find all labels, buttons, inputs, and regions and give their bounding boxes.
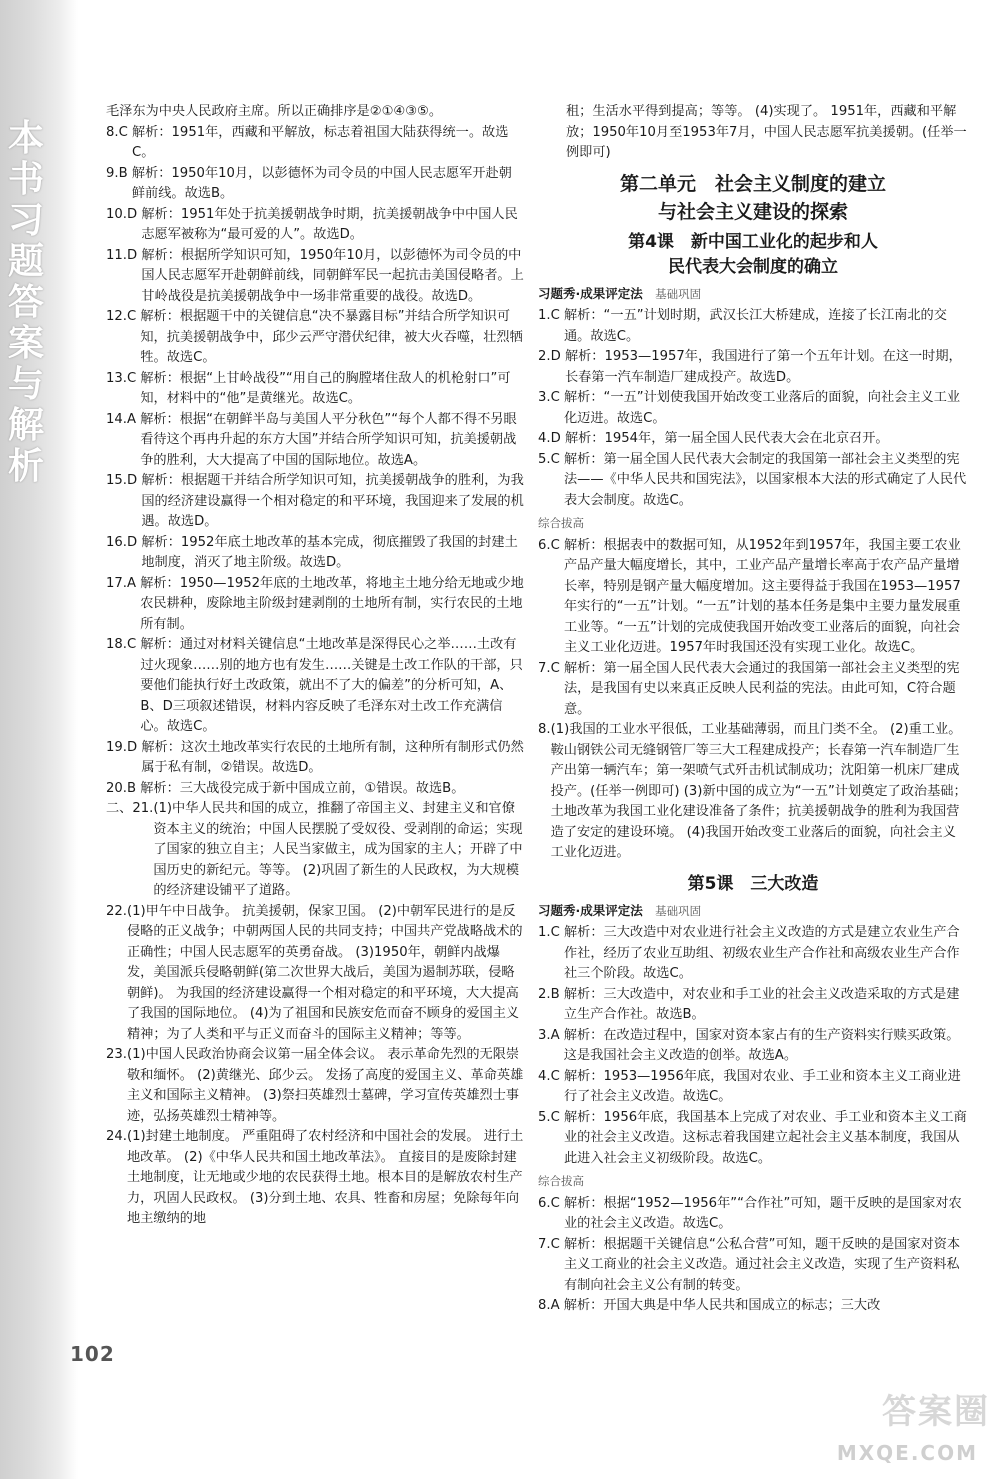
answer-item [538, 536, 968, 659]
answer-item [106, 902, 524, 1046]
answer-number: 2.B [538, 986, 564, 1002]
answer-text: 解析：根据题干中的关键信息“决不暴露目标”并结合所学知识可知，抗美援朝战争中，邱少云严守潜伏纪律，被大火吞噬，壮烈牺牲。故选C。 [140, 309, 523, 365]
answer-item [106, 102, 524, 123]
answer-item [538, 923, 968, 985]
answer-item [106, 574, 524, 636]
answer-text: 解析：这次土地改革实行农民的土地所有制，这种所有制形式仍然属于私有制，②错误。故选D。 [141, 739, 524, 775]
answer-text: 解析：在改造过程中，国家对资本家占有的生产资料实行赎买政策。这是我国社会主义改造的创举。故选A。 [563, 1027, 960, 1063]
lesson4-basic-list [538, 306, 968, 511]
answer-text: 解析：根据题干并结合所学知识可知，抗美援朝战争的胜利，为我国的经济建设赢得一个相对稳定的和平环境，我国迎来了发展的机遇。故选D。 [141, 473, 524, 529]
answer-item [538, 1296, 968, 1317]
answer-item [106, 410, 524, 472]
section-comprehensive-tag-2: 综合拔高 [538, 1174, 584, 1188]
answer-item [106, 471, 524, 533]
watermark-url: MXQE.COM [836, 1441, 978, 1465]
answer-number: 1.C [538, 925, 564, 940]
answer-number: 6.C [538, 1195, 564, 1211]
answer-text: (1)中国人民政治协商会议第一届全体会议。 表示革命先烈的无限崇敬和缅怀。 (2)黄继光、邱少云。 发扬了高度的爱国主义、革命英雄主义和国际主义精神。 (3)祭扫英雄烈士墓碑，学习宣传英雄烈士事迹，弘扬英雄烈士精神等。 [126, 1047, 524, 1124]
answer-text: 解析：1953—1957年，我国进行了第一个五年计划。在这一时期，长春第一汽车制造厂建成投产。故选D。 [564, 349, 962, 385]
answer-text: 解析：1950年10月，以彭德怀为司令员的中国人民志愿军开赴朝鲜前线。故选B。 [131, 165, 512, 201]
answer-number: 2.D [538, 349, 565, 364]
answer-number: 1.C [538, 308, 564, 323]
answer-item [106, 738, 524, 779]
answer-item [538, 450, 968, 512]
section-comprehensive-tag: 综合拔高 [538, 516, 584, 530]
lesson4-comp-list [538, 536, 968, 864]
answer-number: 二、21. [106, 801, 154, 816]
answer-text: 解析：根据“上甘岭战役”“用自己的胸膛堵住敌人的机枪射口”可知，材料中的“他”是黄继光。故选C。 [140, 370, 511, 406]
unit-title-line2: 与社会主义建设的探索 [657, 200, 848, 223]
lesson5-basic-list [538, 923, 968, 1169]
answer-text: 解析：1951年处于抗美援朝战争时期，抗美援朝战争中中国人民志愿军被称为“最可爱的人”。故选D。 [141, 206, 518, 242]
answer-item [538, 1067, 968, 1108]
answer-text: 解析：1954年，第一届全国人民代表大会在北京召开。 [564, 431, 889, 446]
answer-item [538, 1194, 968, 1235]
answer-text: 解析：根据表中的数据可知，从1952年到1957年，我国主要工农业产品产量大幅度增长，其中，工业产品产量增长率高于农产品产量增长率，特别是钢产量大幅度增加。这主要得益于我国在1953—1957年实行的“一五”计划。“一五”计划的基本任务是集中主要力量发展重工业等。“一五”计划的完成使我国开始改变工业落后的面貌，向社会主义工业化迈进。1957年时我国还没有实现工业化。故选C。 [563, 537, 961, 655]
answer-text: 解析：开国大典是中华人民共和国成立的标志；三大改 [563, 1298, 881, 1313]
section-label: 习题秀·成果评定法 [538, 285, 643, 301]
answer-number: 22. [106, 903, 127, 919]
answer-text: 毛泽东为中央人民政府主席。所以正确排序是②①④③⑤。 [106, 104, 443, 119]
lesson4-title-line2: 民代表大会制度的确立 [668, 256, 838, 277]
left-column [106, 102, 524, 1230]
answer-item [106, 369, 524, 410]
answer-text: 解析：“一五”计划时期，武汉长江大桥建成，连接了长江南北的交通。故选C。 [563, 308, 947, 344]
answer-text: 解析：三大战役完成于新中国成立前，①错误。故选B。 [140, 780, 465, 796]
answer-item [106, 307, 524, 369]
section-basic-tag: 基础巩固 [655, 286, 702, 301]
answer-number: 16.D [106, 534, 142, 550]
answer-item [538, 388, 968, 429]
answer-number: 3.A [538, 1027, 564, 1043]
answer-number: 20.B [106, 780, 141, 796]
answer-number: 6.C [538, 537, 564, 553]
answer-text: (1)封建土地制度。 严重阻碍了农村经济和中国社会的发展。 进行土地改革。 (2)《中华人民共和国土地改革法》。 直接目的是废除封建土地制度，让无地或少地的农民获得土地。根本目的是解放农村生产力，巩固人民政权。 (3)分到土地、农具、牲畜和房屋；免除每年向地主缴纳的地 [126, 1129, 524, 1226]
answer-number: 11.D [106, 247, 142, 263]
answer-number: 5.C [538, 451, 564, 467]
answer-item [106, 1127, 524, 1230]
section-label-2: 习题秀·成果评定法 [538, 902, 643, 918]
answer-item [538, 1108, 968, 1170]
answer-number: 10.D [106, 206, 142, 222]
answer-number: 4.C [538, 1068, 564, 1084]
answer-text: 解析：三大改造中，对农业和手工业的社会主义改造采取的方式是建立生产合作社。故选B。 [563, 986, 960, 1022]
answer-item [106, 205, 524, 246]
answer-text: 解析：1952年底土地改革的基本完成，彻底摧毁了我国的封建土地制度，消灭了地主阶级。故选D。 [141, 534, 518, 570]
answer-text: 解析：第一届全国人民代表大会制定的我国第一部社会主义类型的宪法——《中华人民共和国宪法》，以国家根本大法的形式确定了人民代表大会制度。故选C。 [563, 451, 967, 508]
watermark-logo: 答案圈 [882, 1392, 990, 1432]
answer-item [106, 635, 524, 738]
answer-item [538, 659, 968, 721]
answer-number: 19.D [106, 739, 142, 755]
answer-text: 解析：“一五”计划使我国开始改变工业落后的面貌，向社会主义工业化迈进。故选C。 [563, 390, 961, 426]
answer-number: 24. [106, 1129, 127, 1144]
answer-text: 解析：第一届全国人民代表大会通过的我国第一部社会主义类型的宪法，是我国有史以来真正反映人民利益的宪法。由此可知，C符合题意。 [563, 660, 960, 717]
right-column [538, 102, 968, 1317]
section-basic-tag-2: 基础巩固 [655, 903, 702, 918]
answer-item [106, 123, 524, 164]
answer-item [538, 720, 968, 864]
answer-text: 解析：通过对材料关键信息“土地改革是深得民心之举……土改有过火现象……别的地方也有发生……关键是土改工作队的干部，只要他们能执行好土改政策，就出不了大的偏差”的分析可知，A、B、D三项叙述错误，材料内容反映了毛泽东对土改工作充满信心。故选C。 [140, 637, 523, 734]
unit-title-line1: 第二单元 社会主义制度的建立 [619, 172, 886, 195]
answer-item [106, 1045, 524, 1127]
lesson4-title [538, 230, 968, 280]
answer-number: 4.D [538, 431, 565, 446]
answer-number: 8.A [538, 1298, 564, 1313]
answer-number: 13.C [106, 370, 141, 386]
answer-text: 解析：1956年底，我国基本上完成了对农业、手工业和资本主义工商业的社会主义改造。这标志着我国建立起社会主义基本制度，我国从此进入社会主义初级阶段。故选C。 [563, 1109, 967, 1166]
answer-number: 23. [106, 1047, 127, 1062]
answer-text: 解析：根据“在朝鲜半岛与美国人平分秋色”“每个人都不得不另眼看待这个再冉升起的东方大国”并结合所学知识可知，抗美援朝战争的胜利，大大提高了中国的国际地位。故选A。 [140, 411, 517, 468]
side-tab [0, 0, 78, 1479]
lesson4-title-line1: 第4课 新中国工业化的起步和人 [628, 231, 878, 252]
page-number: 102 [70, 1342, 115, 1366]
section-header-2 [538, 901, 968, 922]
answer-item [538, 347, 968, 388]
answer-text: 解析：1953—1956年底，我国对农业、手工业和资本主义工商业进行了社会主义改造。故选C。 [563, 1068, 961, 1104]
unit-title [538, 170, 968, 226]
lesson5-comp-list [538, 1194, 968, 1317]
answer-item [538, 1235, 968, 1297]
answer-item [106, 533, 524, 574]
answer-number: 14.A [106, 411, 141, 427]
answer-number: 7.C [538, 1236, 564, 1252]
lesson5-title: 第5课 三大改造 [687, 873, 819, 894]
answer-item [538, 1026, 968, 1067]
intro-text: 租；生活水平得到提高；等等。 (4)实现了。 1951年，西藏和平解放；1950年10月至1953年7月，中国人民志愿军抗美援朝。(任举一例即可) [566, 104, 967, 160]
answer-item [538, 429, 968, 450]
answer-number: 17.A [106, 575, 141, 591]
answer-item [106, 799, 524, 902]
answer-text: 解析：1950—1952年底的土地改革，将地主土地分给无地或少地农民耕种，废除地主阶级封建剥削的土地所有制，实行农民的土地所有制。 [140, 575, 524, 632]
answer-item [106, 164, 524, 205]
answer-number: 8. [538, 722, 551, 737]
answer-number: 8.C [106, 124, 132, 140]
answer-item [106, 779, 524, 800]
answer-text: 解析：根据“1952—1956年”“合作社”可知，题干反映的是国家对农业的社会主义改造。故选C。 [563, 1195, 962, 1231]
answer-text: 解析：1951年，西藏和平解放，标志着祖国大陆获得统一。故选C。 [131, 124, 509, 160]
answer-number: 18.C [106, 637, 141, 652]
answer-text: (1)我国的工业水平很低，工业基础薄弱，而且门类不全。 (2)重工业。 鞍山钢铁公司无缝钢管厂等三大工程建成投产；长春第一汽车制造厂生产出第一辆汽车；第一架喷气式歼击机试制成功；沈阳第一机床厂建成投产。(任举一例即可) (3)新中国的成立为“一五”计划奠定了政治基础；土地改革为我国工业化建设准备了条件；抗美援朝战争的胜利为我国营造了安定的建设环境。 (4)我国开始改变工业落后的面貌，向社会主义工业化迈进。 [550, 722, 967, 860]
section-header [538, 284, 968, 305]
side-tab-title: 本书习题答案与解析 [7, 118, 44, 487]
answer-text: 解析：根据所学知识可知，1950年10月，以彭德怀为司令员的中国人民志愿军开赴朝鲜前线，同朝鲜军民一起抗击美国侵略者。上甘岭战役是抗美援朝战争中一场非常重要的战役。故选D。 [141, 247, 524, 304]
answer-number: 12.C [106, 309, 141, 324]
answer-number: 15.D [106, 473, 142, 488]
answer-number: 5.C [538, 1109, 564, 1125]
answer-number: 9.B [106, 165, 132, 181]
answer-text: 解析：三大改造中对农业进行社会主义改造的方式是建立农业生产合作社，经历了农业互助组、初级农业生产合作社和高级农业生产合作社三个阶段。故选C。 [563, 925, 960, 981]
answer-number: 7.C [538, 660, 564, 676]
right-intro [538, 102, 968, 164]
answer-item [106, 246, 524, 308]
answer-text: 解析：根据题干关键信息“公私合营”可知，题干反映的是国家对资本主义工商业的社会主义改造。通过社会主义改造，实现了生产资料私有制向社会主义公有制的转变。 [563, 1236, 961, 1293]
answer-text: (1)甲午中日战争。 抗美援朝，保家卫国。 (2)中朝军民进行的是反侵略的正义战争；中朝两国人民的共同支持；中国共产党战略战术的正确性；中国人民志愿军的英勇奋战。 (3)1950年，朝鲜内战爆发，美国派兵侵略朝鲜(第二次世界大战后，美国为遏制苏联，侵略朝鲜)。 为我国的经济建设赢得一个相对稳定的和平环境，大大提高了我国的国际地位。 (4)为了祖国和民族安危而奋不顾身的爱国主义精神；为了人类和平与正义而奋斗的国际主义精神；等等。 [126, 903, 523, 1042]
answer-item [538, 306, 968, 347]
answer-number: 3.C [538, 390, 564, 405]
answer-item [538, 985, 968, 1026]
answer-text: (1)中华人民共和国的成立，推翻了帝国主义、封建主义和官僚资本主义的统治；中国人民摆脱了受奴役、受剥削的命运；实现了国家的独立自主；人民当家做主，成为国家的主人；开辟了中国历史的新纪元。等等。 (2)巩固了新生的人民政权，为大规模的经济建设铺平了道路。 [153, 801, 523, 898]
